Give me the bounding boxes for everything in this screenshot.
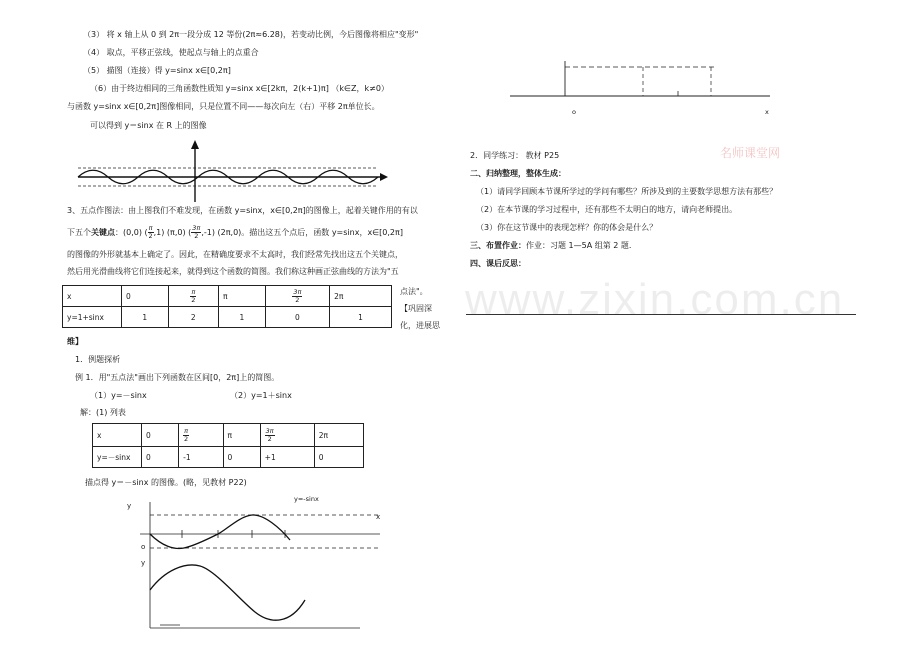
right-graph	[510, 55, 780, 115]
axis-y-label-2: y	[141, 559, 146, 567]
table-cell: -1	[179, 447, 223, 468]
frac-den: 2	[295, 295, 300, 304]
axis-x-label: x	[376, 513, 381, 521]
table-cell: 1	[330, 307, 392, 328]
solution-label: 解：(1) 列表	[80, 408, 126, 417]
five-point-line2: 下五个关键点：(0,0) ( $\frac{\pi}{2}$ ,1) (π,0) ( $\frac{3\pi}{2}$ ,-1) (2π,0)。描出这五个点后，函数 y=sinx，x∈[0,2π]	[67, 224, 403, 240]
axis-y-label: y	[127, 502, 132, 510]
frac-num: π	[191, 287, 196, 296]
frac-num: π	[148, 224, 153, 232]
table-cell	[265, 286, 329, 307]
side-note-3: 化，进展思	[400, 321, 440, 330]
five-point-line1: 3、五点作图法：由上图我们不难发现，在函数 y=sinx，x∈[0,2π]的图像上，起着关键作用的有以	[67, 206, 418, 215]
side-note-2: 【巩固深	[400, 304, 432, 313]
side-note-1: 点法"。	[400, 287, 428, 296]
example-heading: 1．例题探析	[75, 355, 121, 364]
table-cell: 0	[265, 307, 329, 328]
frac-den: 2	[267, 434, 272, 443]
table-2-neg-sinx	[92, 423, 364, 468]
five-point-line3: 的图像的外形就基本上确定了。因此，在精确度要求不太高时，我们经常先找出这五个关键点，	[67, 250, 403, 259]
table-1-plus-sinx	[62, 285, 392, 328]
table-row	[63, 286, 392, 307]
frac-3pi-over-2	[265, 428, 275, 443]
graph-r-caption: 可以得到 y＝sinx 在 R 上的图像	[90, 121, 207, 130]
key-points-label: 关键点	[91, 228, 115, 237]
table-cell: 0	[223, 447, 260, 468]
table-cell: x	[63, 286, 122, 307]
right-x-label: x	[765, 108, 769, 116]
example-part-1: （1）y=－sinx	[90, 391, 147, 400]
five-point-line2-b: ：(0,0)	[115, 228, 142, 237]
table-cell: π	[219, 286, 266, 307]
table-cell: 1	[122, 307, 169, 328]
table-cell: π	[223, 424, 260, 447]
table-row	[63, 307, 392, 328]
table-cell	[179, 424, 223, 447]
frac-den: 2	[191, 295, 196, 304]
stamp-logo: 名师课堂网	[720, 146, 781, 160]
step-3: （3） 将 x 轴上从 0 到 2π一段分成 12 等份(2π≈6.28)，若变动比例，今后图像将相应"变形"	[83, 30, 419, 39]
section-2-heading: 二、归纳整理，整体生成：	[470, 169, 566, 178]
table-cell: 0	[122, 286, 169, 307]
table-cell: 2π	[314, 424, 363, 447]
table-cell: y=－sinx	[93, 447, 142, 468]
table-cell: 0	[142, 447, 179, 468]
frac-3pi-over-2	[191, 225, 201, 240]
plot-caption: 描点得 y＝－sinx 的图像。(略，见教材 P22)	[85, 478, 247, 487]
frac-den: 2	[194, 232, 199, 240]
sine-on-r-figure	[78, 140, 388, 202]
frac-pi-over-2	[190, 289, 196, 304]
table-cell: 2	[168, 307, 218, 328]
step-5: （5） 描图（连接）得 y=sinx x∈[0,2π]	[83, 66, 231, 75]
origin-label: o	[141, 543, 146, 551]
table-cell	[168, 286, 218, 307]
frac-num: π	[184, 426, 189, 435]
table-cell: +1	[260, 447, 314, 468]
example-question: 例 1．用"五点法"画出下列函数在区间[0，2π]上的简图。	[75, 373, 280, 382]
review-q1: （1）请同学回顾本节课所学过的学问有哪些？所涉及到的主要数学思想方法有那些？	[476, 187, 778, 196]
side-note-end: 维】	[67, 337, 83, 346]
five-point-line2-d: (π,0)	[166, 228, 186, 237]
five-point-line2-a: 下五个	[67, 228, 91, 237]
table-cell: 1	[219, 307, 266, 328]
frac-pi-over-2	[183, 428, 189, 443]
table-cell: y=1+sinx	[63, 307, 122, 328]
table-cell: 0	[314, 447, 363, 468]
frac-den: 2	[184, 434, 189, 443]
five-point-line2-f: (2π,0)。描出这五个点后，函数 y=sinx，x∈[0,2π]	[217, 228, 403, 237]
frac-num: 3π	[192, 224, 201, 232]
table-cell: 2π	[330, 286, 392, 307]
table-cell: x	[93, 424, 142, 447]
five-point-line4: 然后用光滑曲线将它们连接起来，就得到这个函数的简图。我们称这种画正弦曲线的方法为"五	[67, 267, 399, 276]
review-q3: （3）你在这节课中的表现怎样？你的体会是什么？	[476, 223, 658, 232]
func-label: y=-sinx	[294, 495, 319, 503]
watermark-text: www.zixin.com.cn	[465, 275, 845, 324]
frac-3pi-over-2	[292, 289, 302, 304]
step-4: （4） 取点，平移正弦线，使起点与轴上的点重合	[83, 48, 259, 57]
frac-num: 3π	[293, 287, 302, 296]
example-part-2: （2）y=1＋sinx	[230, 391, 292, 400]
right-origin-label: o	[572, 108, 576, 116]
table-row	[93, 424, 364, 447]
section-3-line	[470, 240, 631, 252]
step-6-cont: 与函数 y=sinx x∈[0,2π]图像相同，只是位置不同——每次向左（右）平移 2π单位长。	[67, 102, 380, 111]
frac-num: 3π	[265, 426, 274, 435]
section-4-heading: 四、课后反思：	[470, 259, 526, 268]
table-cell: 0	[142, 424, 179, 447]
table-row	[93, 447, 364, 468]
step-6: （6）由于终边相同的三角函数性质知 y=sinx x∈[2kπ，2(k+1)π] （k∈Z，k≠0）	[90, 84, 389, 93]
review-q2: （2）在本节课的学习过程中，还有那些不太明白的地方，请向老师提出。	[476, 205, 738, 214]
section-3-heading: 三、布置作业：	[470, 241, 526, 250]
practice-line: 2．同学练习： 教材 P25	[470, 151, 560, 160]
table-cell	[260, 424, 314, 447]
five-point-line2-e: ,-1)	[201, 228, 215, 237]
homework-text: 作业：习题 1—5A 组第 2 题.	[526, 241, 632, 250]
five-point-line2-c: ,1)	[153, 228, 165, 237]
frac-den: 2	[148, 232, 153, 240]
neg-sinx-graph	[140, 500, 385, 630]
